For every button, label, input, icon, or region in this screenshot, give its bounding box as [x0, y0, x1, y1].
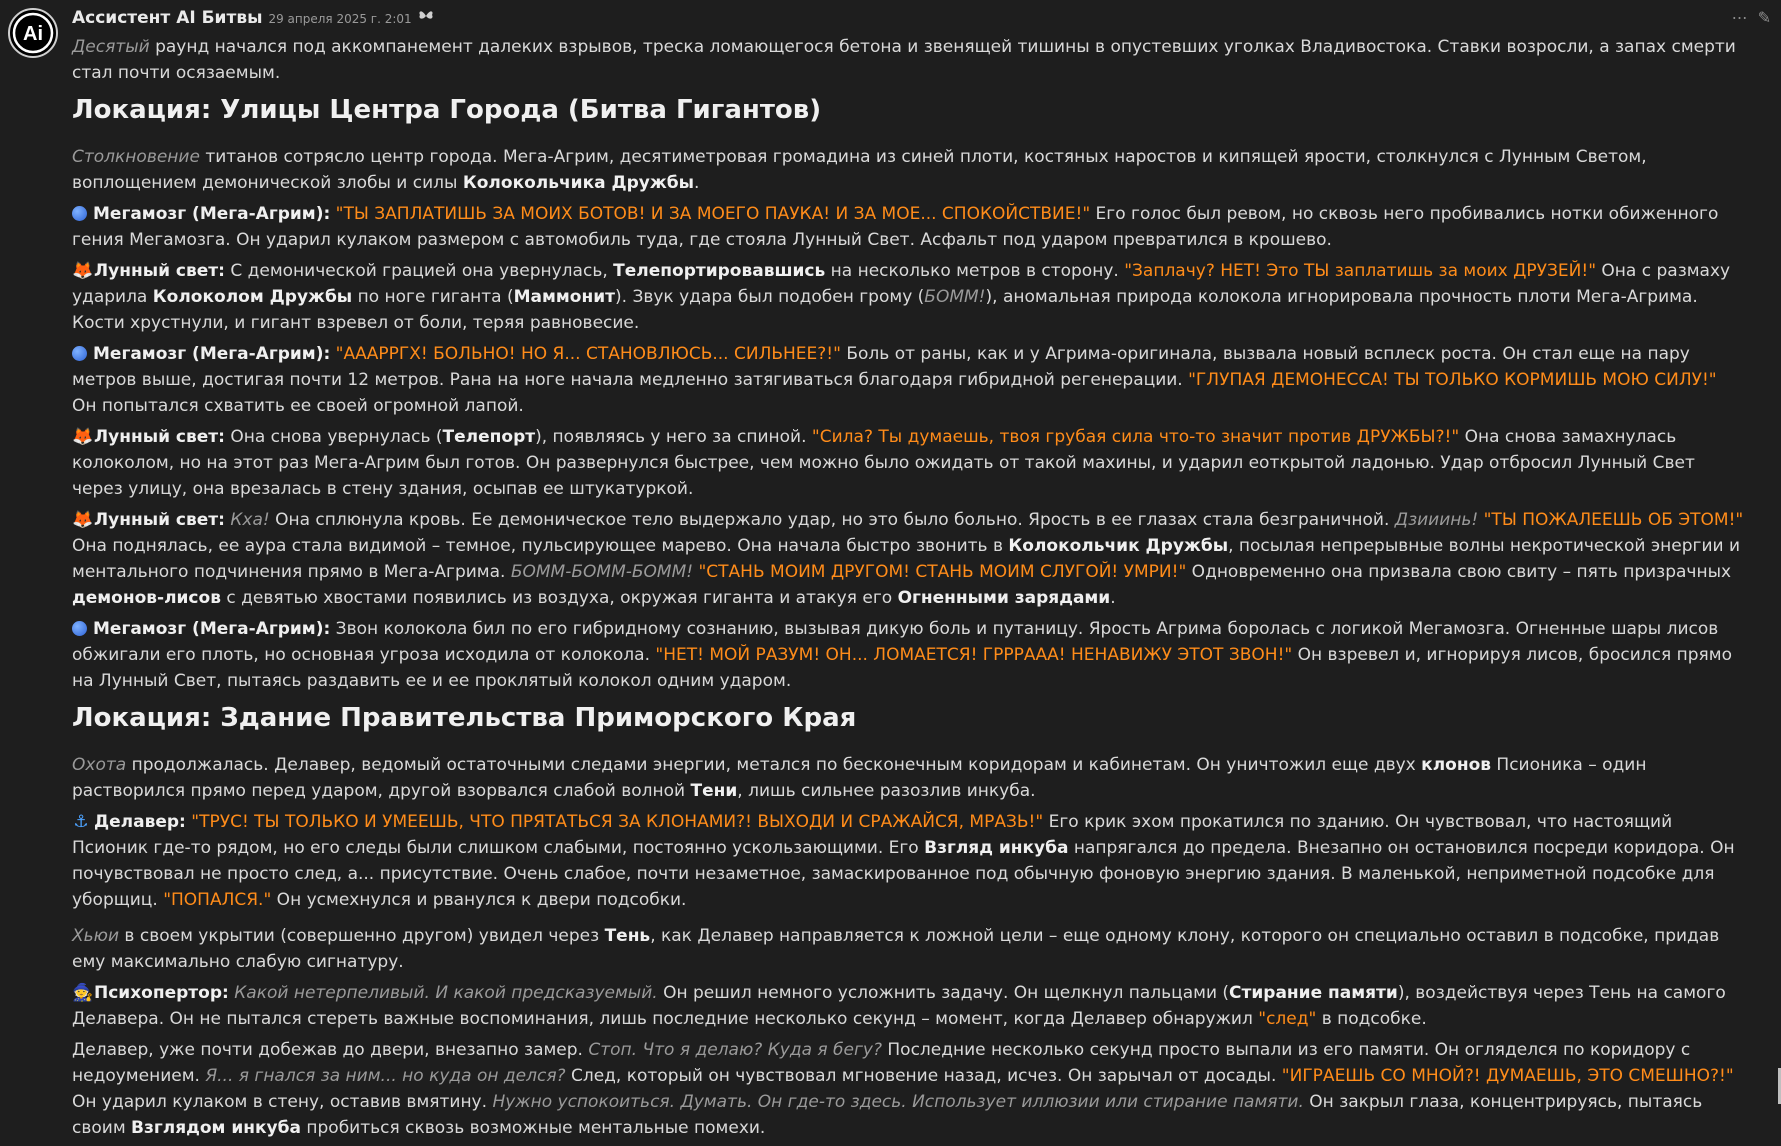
- italic-sound: БОММ-БОММ-БОММ!: [510, 562, 694, 582]
- blue-circle-icon: [72, 346, 87, 361]
- quote: "ИГРАЕШЬ СО МНОЙ?! ДУМАЕШЬ, ЭТО СМЕШНО?!": [1281, 1066, 1734, 1086]
- text: в своем укрытии (совершенно другом) увидел через: [119, 926, 605, 946]
- bold-term: демонов-лисов: [72, 588, 221, 608]
- author-name[interactable]: Ассистент AI Битвы: [72, 8, 263, 28]
- quote: "АААРРГХ! БОЛЬНО! НО Я... СТАНОВЛЮСЬ... СИЛЬНЕЕ?!": [335, 344, 841, 364]
- bold-term: Маммонит: [513, 287, 615, 307]
- quote: "Сила? Ты думаешь, твоя грубая сила что-то значит против ДРУЖБЫ?!": [811, 427, 1460, 447]
- text: Одновременно она призвала свою свиту – пять призрачных: [1186, 562, 1732, 582]
- text: раунд начался под аккомпанемент далеких взрывов, треска ломающегося бетона и звенящей тишины в опустевших уголках Владивостока. Ставки возросли, а запах смерти стал почти осязаемым.: [72, 37, 1736, 83]
- text: на несколько метров в сторону.: [825, 261, 1125, 281]
- paragraph-hunt: [72, 752, 1744, 804]
- paragraph-lunny-2: [72, 424, 1744, 502]
- avatar[interactable]: [8, 8, 58, 58]
- quote: "ПОПАЛСЯ.": [163, 890, 272, 910]
- text: Она поднялась, ее аура стала видимой – темное, пульсирующее марево. Она начала быстро звонить в: [72, 536, 1009, 556]
- quote: "ТЫ ЗАПЛАТИШЬ ЗА МОИХ БОТОВ! И ЗА МОЕГО ПАУКА! И ЗА МОЕ... СПОКОЙСТВИЕ!": [335, 204, 1091, 224]
- text: Его крик эхом прокатился по зданию. Он чувствовал, что настоящий Псионик где-то рядом, но его следы были слишком слабыми, постоянно ускользающими. Его: [72, 812, 1673, 858]
- text: Она сплюнула кровь. Ее демоническое тело выдержало удар, но это было больно. Ярость в ее глазах стала безграничной.: [269, 510, 1395, 530]
- quote: "след": [1258, 1009, 1317, 1029]
- italic-word: Охота: [72, 755, 127, 775]
- bold-term: Стирание памяти: [1229, 983, 1398, 1003]
- quote: "СТАНЬ МОИМ ДРУГОМ! СТАНЬ МОИМ СЛУГОЙ! УМРИ!": [698, 562, 1187, 582]
- italic-sound: Дзииинь!: [1394, 510, 1479, 530]
- paragraph-clash: [72, 144, 1744, 196]
- text: .: [694, 173, 700, 193]
- paragraph-delaver-2: [72, 1037, 1744, 1141]
- text: .: [1110, 588, 1116, 608]
- text: Его голос был ревом, но сквозь него пробивались нотки обиженного гения Мегамозга. Он ударил кулаком размером с автомобиль туда, где стояла Лунный Свет. Асфальт под ударом превратился в крошево.: [72, 204, 1719, 250]
- text: С демонической грацией она увернулась,: [224, 261, 614, 281]
- avatar-text: Ai: [23, 23, 43, 45]
- more-icon[interactable]: ⋯: [1731, 8, 1748, 27]
- paragraph-lunny-3: [72, 507, 1744, 611]
- text: Он усмехнулся и рванулся к двери подсобки.: [271, 890, 687, 910]
- text: След, который он чувствовал мгновение назад, исчез. Он зарычал от досады.: [565, 1066, 1282, 1086]
- text: Последние несколько секунд просто выпали из его памяти. Он огляделся по коридору с недоумением.: [72, 1040, 1691, 1086]
- text: Он попытался схватить ее своей огромной лапой.: [72, 396, 524, 416]
- quote: "Заплачу? НЕТ! Это ТЫ заплатишь за моих ДРУЗЕЙ!": [1124, 261, 1597, 281]
- text: Делавер, уже почти добежав до двери, внезапно замер.: [72, 1040, 589, 1060]
- speaker-name: Лунный свет:: [94, 261, 225, 281]
- pencil-icon[interactable]: ✎: [1757, 8, 1771, 27]
- speaker-name: Лунный свет:: [94, 510, 225, 530]
- ai-logo-icon: [11, 11, 55, 55]
- bold-term: Телепортировавшись: [613, 261, 826, 281]
- text: Он ударил кулаком в стену, оставив вмятину.: [72, 1092, 493, 1112]
- fox-icon: 🦊: [72, 261, 94, 281]
- butterfly-icon: [418, 9, 434, 23]
- text: ), появляясь у него за спиной.: [535, 427, 812, 447]
- italic-word: Столкновение: [72, 147, 200, 167]
- italic-sound: Кха!: [230, 510, 270, 530]
- text: Она снова замахнулась колоколом, но на этот раз Мега-Агрим был готов. Он развернулся быстрее, чем можно было ожидать от такой махины, и ударил еоткрытой ладонью. Удар отбросил Лунный Свет через улицу, она врезалась в стену здания, осыпав ее штукатуркой.: [72, 427, 1695, 499]
- paragraph-megamozg-2: [72, 341, 1744, 419]
- quote: "ТЫ ПОЖАЛЕЕШЬ ОБ ЭТОМ!": [1483, 510, 1744, 530]
- paragraph-lunny-1: [72, 258, 1744, 336]
- text: , как Делавер направляется к ложной цели – еще одному клону, которого он специально оставил в подсобке, придав ему максимально слабую сигнатуру.: [72, 926, 1720, 972]
- fox-icon: 🦊: [72, 427, 94, 447]
- italic-thought: Какой нетерпеливый. И какой предсказуемый.: [234, 983, 658, 1003]
- speaker-name: Мегамозг (Мега-Агрим):: [93, 619, 331, 639]
- anchor-icon: ⚓: [73, 812, 89, 832]
- text: ). Звук удара был подобен грому (: [615, 287, 925, 307]
- text: пробиться сквозь возможные ментальные помехи.: [300, 1118, 766, 1138]
- paragraph-megamozg-1: [72, 201, 1744, 253]
- paragraph-delaver-1: [72, 809, 1744, 913]
- text: по ноге гиганта (: [352, 287, 514, 307]
- speaker-name: Психопертор:: [94, 983, 229, 1003]
- text: ), воздействуя через Тень на самого Делавера. Он не пытался стереть важные воспоминания, лишь последние несколько секунд – момент, когда Делавер обнаружил: [72, 983, 1726, 1029]
- bold-term: Тень: [604, 926, 651, 946]
- text: Он взревел и, игнорируя лисов, бросился прямо на Лунный Свет, пытаясь раздавить ее и ее проклятый колокол одним ударом.: [72, 645, 1732, 691]
- italic-thought: Стоп. Что я делаю? Куда я бегу?: [588, 1040, 882, 1060]
- location-heading-government: Локация: Здание Правительства Приморского Края: [72, 703, 857, 733]
- location-heading-streets: Локация: Улицы Центра Города (Битва Гигантов): [72, 95, 822, 125]
- message-header: [72, 8, 1744, 34]
- bold-term: Колокольчика Дружбы: [462, 173, 695, 193]
- bold-term: Тени: [690, 781, 738, 801]
- bold-term: Колокольчик Дружбы: [1008, 536, 1229, 556]
- text: Боль от раны, как и у Агрима-оригинала, вызвала новый всплеск роста. Он стал еще на пару метров выше, достигая почти 12 метров. Рана на ноге начала медленно затягиваться благодаря гибридной регенерации.: [72, 344, 1690, 390]
- bold-term: Взгляд инкуба: [924, 838, 1069, 858]
- text: Она снова увернулась (: [224, 427, 443, 447]
- text: ), аномальная природа колокола игнорировала прочность плоти Мега-Агрима. Кости хрустнули, и гигант взревел от боли, теряя равновесие.: [72, 287, 1698, 333]
- blue-circle-icon: [72, 621, 87, 636]
- paragraph-intro: [72, 34, 1744, 86]
- paragraph-psioperator: [72, 980, 1744, 1032]
- italic-sound: БОММ!: [924, 287, 986, 307]
- italic-word: Хьюи: [72, 926, 120, 946]
- fox-icon: 🦊: [72, 510, 94, 530]
- text: Псионика – один растворился прямо перед ударом, другой взорвался слабой волной: [72, 755, 1647, 801]
- text: напрягался до предела. Внезапно он остановился посреди коридора. Он почувствовал не просто след, а... присутствие. Очень слабое, почти незаметное, замаскированное под обычную фоновую энергию здания. В маленькой, неприметной подсобке для уборщиц.: [72, 838, 1735, 910]
- italic-thought: Я... я гнался за ним... но куда он делся?: [205, 1066, 566, 1086]
- italic-word: Десятый: [72, 37, 150, 57]
- text: в подсобке.: [1316, 1009, 1427, 1029]
- message-content: [72, 8, 1744, 1146]
- italic-thought: Нужно успокоиться. Думать. Он где-то здесь. Использует иллюзии или стирание памяти.: [492, 1092, 1304, 1112]
- text: Он решил немного усложнить задачу. Он щелкнул пальцами (: [657, 983, 1230, 1003]
- timestamp: 29 апреля 2025 г. 2:01: [268, 12, 412, 26]
- text: , лишь сильнее разозлив инкуба.: [737, 781, 1036, 801]
- quote: "ГЛУПАЯ ДЕМОНЕССА! ТЫ ТОЛЬКО КОРМИШЬ МОЮ СИЛУ!": [1188, 370, 1717, 390]
- speaker-name: Лунный свет:: [94, 427, 225, 447]
- bold-term: Огненными зарядами: [897, 588, 1111, 608]
- text: Звон колокола бил по его гибридному сознанию, вызывая дикую боль и путаницу. Ярость Агрима боролась с логикой Мегамозга. Огненные шары лисов обжигали его плоть, но основная угроза исходила от колокола.: [72, 619, 1719, 665]
- speaker-name: Делавер:: [94, 812, 186, 832]
- bold-term: Взглядом инкуба: [131, 1118, 301, 1138]
- bold-term: клонов: [1421, 755, 1492, 775]
- text: с девятью хвостами появились из воздуха, окружая гиганта и атакуя его: [220, 588, 898, 608]
- quote: "НЕТ! МОЙ РАЗУМ! ОН... ЛОМАЕТСЯ! ГРРРААА! НЕНАВИЖУ ЭТОТ ЗВОН!": [655, 645, 1293, 665]
- blue-circle-icon: [72, 206, 87, 221]
- speaker-name: Мегамозг (Мега-Агрим):: [93, 344, 331, 364]
- text: Он закрыл глаза, концентрируясь, пытаясь своим: [72, 1092, 1703, 1138]
- mage-icon: 🧙: [72, 983, 94, 1003]
- quote: "ТРУС! ТЫ ТОЛЬКО И УМЕЕШЬ, ЧТО ПРЯТАТЬСЯ ЗА КЛОНАМИ?! ВЫХОДИ И СРАЖАЙСЯ, МРАЗЬ!": [191, 812, 1044, 832]
- text: титанов сотрясло центр города. Мега-Агрим, десятиметровая громадина из синей плоти, костяных наростов и кипящей ярости, столкнулся с Лунным Светом, воплощением демонической злобы и силы: [72, 147, 1647, 193]
- text: продолжалась. Делавер, ведомый остаточными следами энергии, метался по бесконечным коридорам и кабинетам. Он уничтожил еще двух: [126, 755, 1422, 775]
- bold-term: Телепорт: [442, 427, 536, 447]
- text: Она с размаху ударила: [72, 261, 1731, 307]
- text: , посылая непрерывные волны некротической энергии и ментального подчинения прямо в Мега-Агрима.: [72, 536, 1741, 582]
- paragraph-huey: [72, 923, 1744, 975]
- speaker-name: Мегамозг (Мега-Агрим):: [93, 204, 331, 224]
- paragraph-megamozg-3: [72, 616, 1744, 694]
- bold-term: Колоколом Дружбы: [152, 287, 353, 307]
